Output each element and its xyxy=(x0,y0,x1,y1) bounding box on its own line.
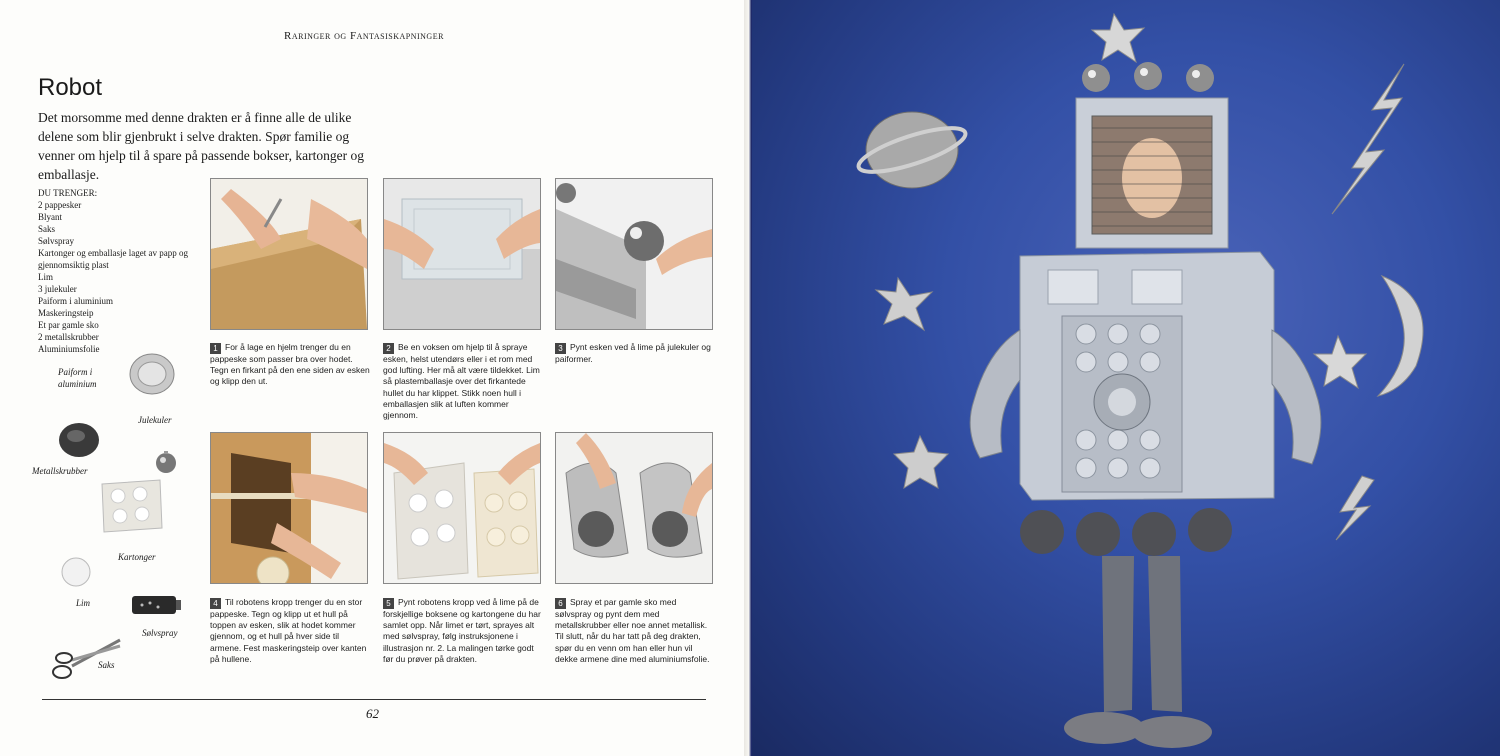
foil-star-icon xyxy=(894,436,948,488)
foil-planet-icon xyxy=(854,112,969,188)
materials-item: 3 julekuler xyxy=(38,284,77,294)
egg-carton-image xyxy=(96,476,166,536)
robot-body xyxy=(1020,252,1274,556)
step-instruction: Be en voksen om hjelp til å spraye esken, helst utendørs eller i et rom med god lufting. Her må alt være tildekket. Lim så plastemballasje over det firkantede hullet du har klippet. Stikk noen hull i emballasjen slik at luften kommer gjennom. xyxy=(383,342,540,421)
foil-lightning-icon xyxy=(1332,64,1404,214)
materials-list xyxy=(38,187,208,355)
materials-item: Aluminiumsfolie xyxy=(38,344,100,354)
materials-item: Sølvspray xyxy=(38,236,74,246)
label-saks: Saks xyxy=(98,660,115,670)
materials-item: Maskeringsteip xyxy=(38,308,94,318)
step-3-text xyxy=(555,342,715,365)
materials-item: 2 pappesker xyxy=(38,200,82,210)
robot-right-arm xyxy=(1272,330,1321,464)
foil-star-icon xyxy=(1314,336,1366,388)
step-number: 6 xyxy=(555,598,566,609)
foil-star-icon xyxy=(1092,14,1144,62)
step-instruction: Spray et par gamle sko med sølvspray og pynt dem med metallskrubber eller noe annet metallisk. Til slutt, når du har tatt på deg drakten, spør du en venn om han eller hun vil dekke armene dine med aluminiumsfolie. xyxy=(555,597,710,664)
left-page xyxy=(0,0,748,756)
label-lim: Lim xyxy=(76,598,91,608)
step-instruction: Pynt esken ved å lime på julekuler og paiformer. xyxy=(555,342,711,364)
robot-left-shoe xyxy=(1064,712,1144,744)
page-title: Robot xyxy=(38,74,103,101)
label-solvspray: Sølvspray xyxy=(142,628,178,638)
materials-heading: DU TRENGER: xyxy=(38,188,98,198)
step-number: 2 xyxy=(383,343,394,354)
robot-left-arm xyxy=(970,330,1020,458)
materials-item: Kartonger og emballasje laget av papp og gjennomsiktig plast xyxy=(38,248,188,270)
materials-item: Et par gamle sko xyxy=(38,320,99,330)
label-paiform: Paiform i aluminium xyxy=(58,367,97,389)
label-metallskrubber: Metallskrubber xyxy=(32,466,88,476)
step-5-photo xyxy=(383,432,541,584)
ornament-image xyxy=(154,450,178,474)
step-number: 1 xyxy=(210,343,221,354)
foil-star-icon xyxy=(876,278,932,330)
step-3-photo xyxy=(555,178,713,330)
step-5-text xyxy=(383,597,543,665)
intro-paragraph: Det morsomme med denne drakten er å finne alle de ulike delene som blir gjenbrukt i selve drakten. Spør familie og venner om hjelp til å spare på passende bokser, kartonger og emballasje. xyxy=(38,110,364,182)
materials-item: 2 metallskrubber xyxy=(38,332,99,342)
materials-item: Blyant xyxy=(38,212,62,222)
robot-costume-photo xyxy=(752,0,1500,756)
step-6-photo xyxy=(555,432,713,584)
step-number: 3 xyxy=(555,343,566,354)
scrubber-image xyxy=(58,422,100,458)
step-2-text xyxy=(383,342,543,421)
step-2-photo xyxy=(383,178,541,330)
glue-image xyxy=(60,556,92,588)
running-head: Raringer og Fantasiskapninger xyxy=(284,30,444,42)
foil-lightning-icon xyxy=(1336,476,1374,540)
materials-item: Lim xyxy=(38,272,53,282)
step-1-photo xyxy=(210,178,368,330)
label-kartonger: Kartonger xyxy=(118,552,156,562)
footer-rule xyxy=(42,699,706,700)
pie-tin-image xyxy=(128,352,176,396)
step-instruction: Pynt robotens kropp ved å lime på de forskjellige boksene og kartongene du har samlet opp. Når limet er tørt, sprayes alt med sølvspray, følg instruksjonene i illustrasjon nr. 2. La malingen tørke godt før du prøver på drakten. xyxy=(383,597,541,664)
spray-can-image xyxy=(130,592,182,618)
step-4-text xyxy=(210,597,370,665)
materials-item: Paiform i aluminium xyxy=(38,296,113,306)
foil-moon-icon xyxy=(1378,276,1423,396)
robot-legs xyxy=(1102,556,1182,712)
page-number: 62 xyxy=(366,706,379,721)
step-4-photo xyxy=(210,432,368,584)
step-number: 4 xyxy=(210,598,221,609)
label-julekuler: Julekuler xyxy=(138,415,172,425)
step-1-text xyxy=(210,342,370,388)
step-instruction: Til robotens kropp trenger du en stor pappeske. Tegn og klipp ut et hull på toppen av esken, slik at hodet kommer gjennom, og et hull på hver side til armene. Fest maskeringsteip over kanten på hullene. xyxy=(210,597,367,664)
right-page-photo xyxy=(752,0,1500,756)
step-6-text xyxy=(555,597,715,665)
robot-head xyxy=(1076,62,1228,248)
robot-right-shoe xyxy=(1132,716,1212,748)
materials-item: Saks xyxy=(38,224,56,234)
step-instruction: For å lage en hjelm trenger du en pappeske som passer bra over hodet. Tegn en firkant på den ene siden av esken og klipp den ut. xyxy=(210,342,370,387)
step-number: 5 xyxy=(383,598,394,609)
scissors-image xyxy=(50,636,122,682)
